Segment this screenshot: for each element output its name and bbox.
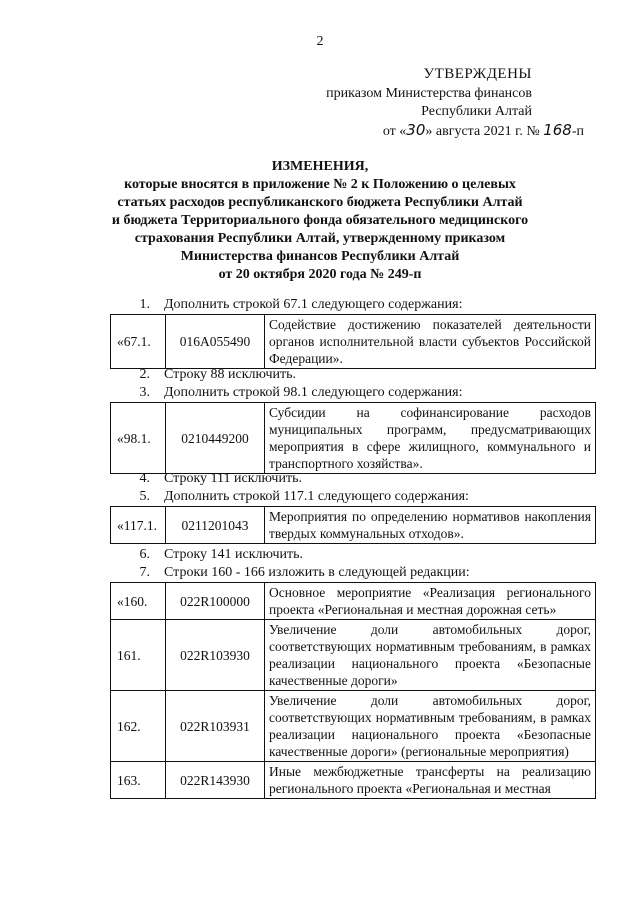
row-description: Основное мероприятие «Реализация регионального проекта «Региональная и местная дорожная сеть»: [265, 583, 596, 620]
table-row: [111, 507, 596, 544]
page-number: 2: [316, 34, 324, 49]
handwritten-order-number: 168: [543, 121, 572, 139]
heading-line: статьях расходов республиканского бюджета Республики Алтай: [117, 195, 523, 210]
heading-line: страхования Республики Алтай, утвержденному приказом: [134, 231, 506, 246]
table-row: [111, 315, 596, 369]
item-text: Дополнить строкой 117.1 следующего содержания:: [164, 489, 469, 504]
item-number: 2.: [139, 367, 150, 382]
row-code: 0210449200: [166, 403, 265, 474]
item-text: Строку 88 исключить.: [164, 367, 297, 382]
row-description: Увеличение доли автомобильных дорог, соответствующих нормативным требованиям, в рамках реализации национального проекта «Безопасные качественные дороги»: [265, 620, 596, 691]
table-row: [111, 762, 596, 799]
item-number: 1.: [139, 297, 150, 312]
list-item: [110, 546, 610, 564]
row-code: 022R103930: [166, 620, 265, 691]
approval-line-2: Республики Алтай: [421, 104, 532, 119]
row-code: 022R143930: [166, 762, 265, 799]
list-item: [110, 564, 610, 582]
row-description: Увеличение доли автомобильных дорог, соответствующих нормативным требованиям, в рамках реализации национального проекта «Безопасные качественные дороги» (региональные мероприятия): [265, 691, 596, 762]
item-text: Дополнить строкой 98.1 следующего содержания:: [164, 385, 463, 400]
item-number: 6.: [139, 547, 150, 562]
heading-line: и бюджета Территориального фонда обязательного медицинского: [111, 213, 529, 228]
item-number: 5.: [139, 489, 150, 504]
table-160-166: [110, 582, 596, 799]
item-number: 7.: [139, 565, 150, 580]
list-item: [110, 384, 610, 402]
row-code: 022R100000: [166, 583, 265, 620]
date-suffix: -п: [571, 124, 584, 139]
row-description: Мероприятия по определению нормативов накопления твердых коммунальных отходов».: [265, 507, 596, 544]
table-row: [111, 620, 596, 691]
row-code: 016A055490: [166, 315, 265, 369]
item-text: Строку 141 исключить.: [164, 547, 304, 562]
table-67-1: [110, 314, 596, 369]
heading-line: Министерства финансов Республики Алтай: [180, 249, 460, 264]
table-117-1: [110, 506, 596, 544]
approval-line-1: приказом Министерства финансов: [326, 86, 532, 101]
table-row: [111, 403, 596, 474]
row-description: Иные межбюджетные трансферты на реализацию регионального проекта «Региональная и местная: [265, 762, 596, 799]
row-number: «160.: [111, 583, 166, 620]
row-number: 162.: [111, 691, 166, 762]
row-code: 0211201043: [166, 507, 265, 544]
approval-date-line: [383, 120, 584, 142]
row-code: 022R103931: [166, 691, 265, 762]
item-text: Дополнить строкой 67.1 следующего содержания:: [164, 297, 463, 312]
item-number: 3.: [139, 385, 150, 400]
row-description: Субсидии на софинансирование расходов муниципальных программ, предусматривающих мероприятия в сфере жилищного, коммунального и транспортного хозяйства».: [265, 403, 596, 474]
row-number: 161.: [111, 620, 166, 691]
row-number: 163.: [111, 762, 166, 799]
row-number: «98.1.: [111, 403, 166, 474]
row-number: «67.1.: [111, 315, 166, 369]
item-text: Строки 160 - 166 изложить в следующей редакции:: [164, 565, 470, 580]
approval-title: УТВЕРЖДЕНЫ: [423, 66, 532, 82]
row-number: «117.1.: [111, 507, 166, 544]
row-description: Содействие достижению показателей деятельности органов исполнительной власти субъектов Российской Федерации».: [265, 315, 596, 369]
list-item: [110, 296, 610, 314]
heading-line: от 20 октября 2020 года № 249-п: [218, 267, 422, 282]
list-item: [110, 366, 610, 384]
date-prefix: от «: [382, 124, 407, 139]
heading-title: ИЗМЕНЕНИЯ,: [271, 159, 369, 174]
handwritten-day: 30: [406, 121, 426, 139]
item-number: 4.: [139, 471, 150, 486]
heading-line: которые вносятся в приложение № 2 к Положению о целевых: [124, 177, 516, 192]
table-row: [111, 583, 596, 620]
date-middle: » августа 2021 г. №: [425, 124, 540, 139]
table-row: [111, 691, 596, 762]
table-98-1: [110, 402, 596, 474]
list-item: [110, 470, 610, 488]
list-item: [110, 488, 610, 506]
item-text: Строку 111 исключить.: [164, 471, 302, 486]
